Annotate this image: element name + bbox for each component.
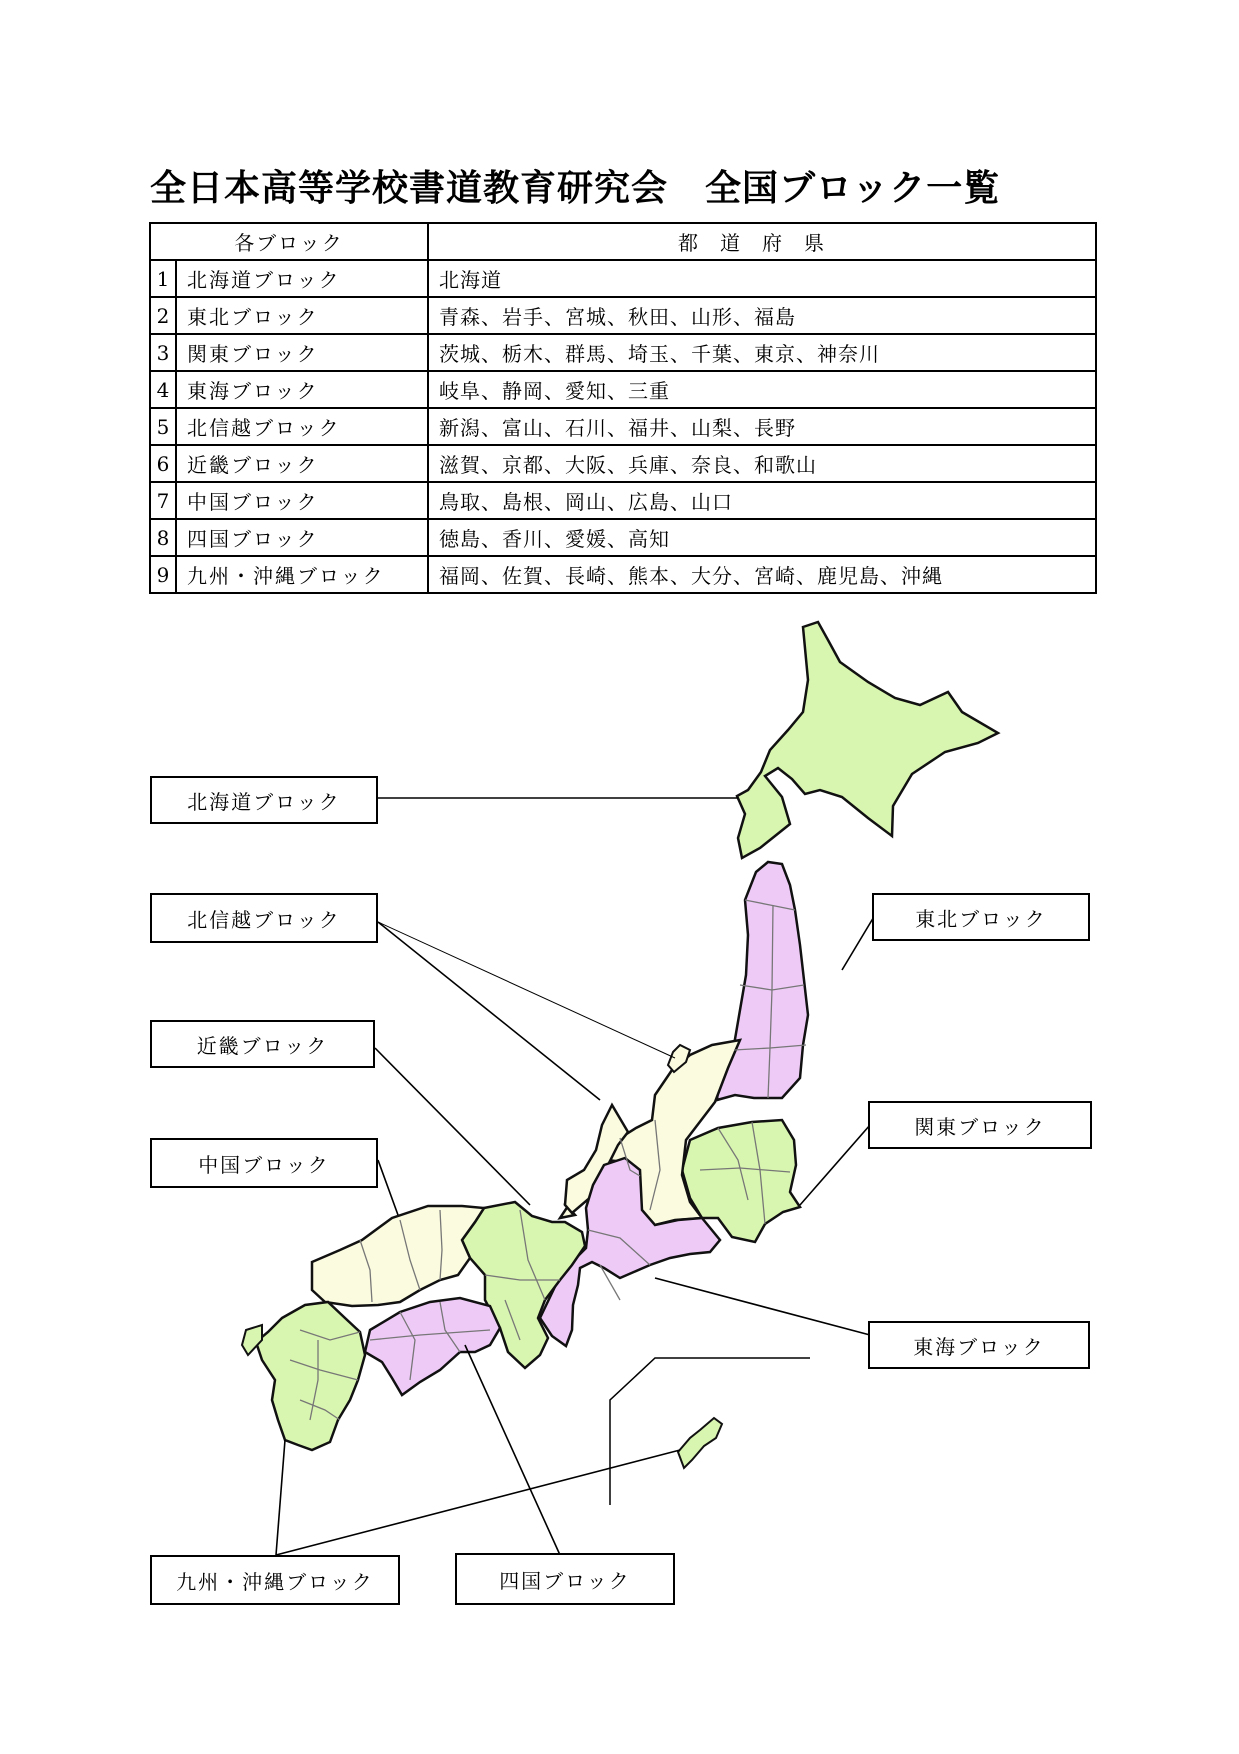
region-shikoku	[365, 1298, 500, 1395]
leader-hokushinetsu-2	[378, 922, 675, 1058]
row-block-name: 関東ブロック	[176, 334, 428, 371]
region-hokkaido	[737, 622, 998, 858]
region-kyushu	[256, 1302, 365, 1450]
region-okinawa	[678, 1418, 722, 1468]
row-number: 3	[150, 334, 176, 371]
leader-kinki	[375, 1048, 530, 1205]
row-number: 5	[150, 408, 176, 445]
row-number: 1	[150, 260, 176, 297]
leader-kanto	[800, 1125, 870, 1205]
leader-chugoku	[378, 1160, 398, 1215]
label-hokushinetsu-block: 北信越ブロック	[150, 893, 378, 943]
row-prefectures: 岐阜、静岡、愛知、三重	[428, 371, 1096, 408]
leader-hokushinetsu-1	[378, 922, 600, 1100]
row-prefectures: 北海道	[428, 260, 1096, 297]
leader-kyushu	[276, 1440, 285, 1555]
row-block-name: 東海ブロック	[176, 371, 428, 408]
label-tohoku-block: 東北ブロック	[872, 893, 1090, 941]
label-kanto-block: 関東ブロック	[868, 1101, 1092, 1149]
page-title: 全日本高等学校書道教育研究会 全国ブロック一覧	[150, 168, 1001, 209]
leader-tokai	[655, 1278, 870, 1335]
row-number: 4	[150, 371, 176, 408]
row-block-name: 近畿ブロック	[176, 445, 428, 482]
label-chugoku-block: 中国ブロック	[150, 1138, 378, 1188]
row-block-name: 北信越ブロック	[176, 408, 428, 445]
label-tokai-block: 東海ブロック	[868, 1321, 1090, 1369]
label-shikoku-block: 四国ブロック	[455, 1553, 675, 1605]
label-hokkaido-block: 北海道ブロック	[150, 776, 378, 824]
leader-tohoku	[842, 915, 875, 970]
row-number: 9	[150, 556, 176, 593]
row-block-name: 中国ブロック	[176, 482, 428, 519]
header-block: 各ブロック	[150, 223, 428, 260]
row-prefectures: 茨城、栃木、群馬、埼玉、千葉、東京、神奈川	[428, 334, 1096, 371]
row-prefectures: 滋賀、京都、大阪、兵庫、奈良、和歌山	[428, 445, 1096, 482]
row-block-name: 四国ブロック	[176, 519, 428, 556]
leader-shikoku	[465, 1345, 560, 1555]
header-prefectures: 都道府県	[428, 223, 1096, 260]
row-prefectures: 青森、岩手、宮城、秋田、山形、福島	[428, 297, 1096, 334]
row-number: 6	[150, 445, 176, 482]
row-number: 2	[150, 297, 176, 334]
label-kyushu-okinawa-block: 九州・沖縄ブロック	[150, 1555, 400, 1605]
leader-okinawa	[276, 1450, 680, 1555]
row-block-name: 東北ブロック	[176, 297, 428, 334]
row-number: 7	[150, 482, 176, 519]
row-prefectures: 福岡、佐賀、長崎、熊本、大分、宮崎、鹿児島、沖縄	[428, 556, 1096, 593]
region-chugoku	[312, 1206, 484, 1306]
row-block-name: 九州・沖縄ブロック	[176, 556, 428, 593]
row-number: 8	[150, 519, 176, 556]
row-prefectures: 新潟、富山、石川、福井、山梨、長野	[428, 408, 1096, 445]
label-kinki-block: 近畿ブロック	[150, 1020, 375, 1068]
row-block-name: 北海道ブロック	[176, 260, 428, 297]
row-prefectures: 徳島、香川、愛媛、高知	[428, 519, 1096, 556]
row-prefectures: 鳥取、島根、岡山、広島、山口	[428, 482, 1096, 519]
